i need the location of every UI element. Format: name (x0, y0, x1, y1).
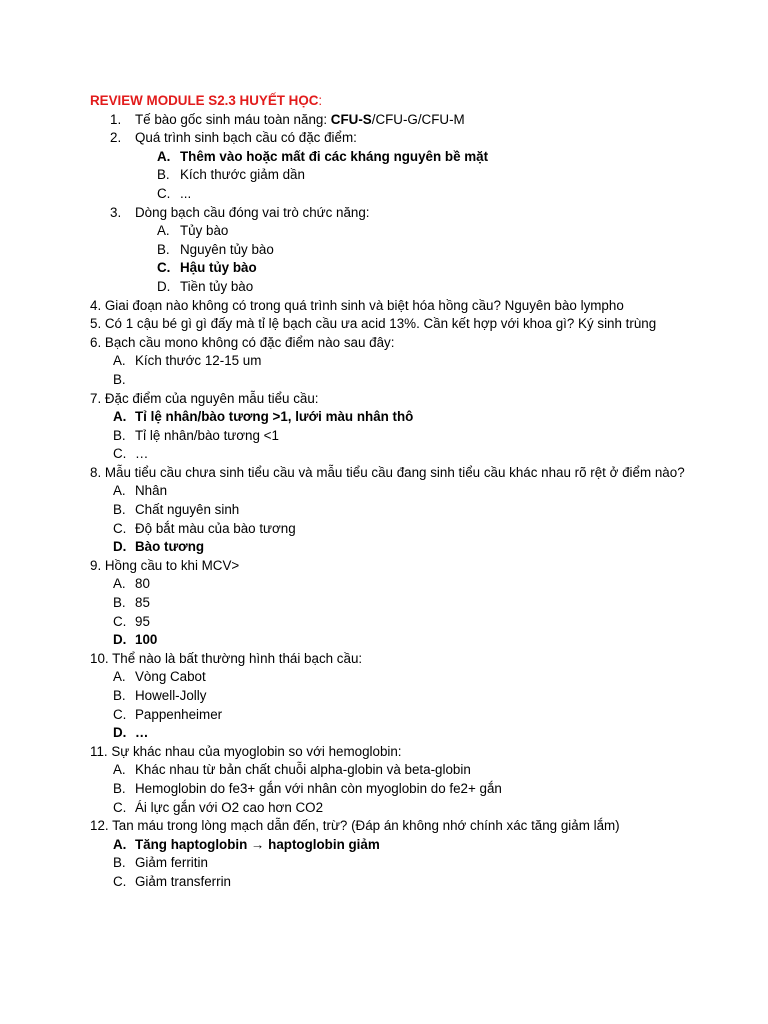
option-text: 85 (135, 595, 150, 611)
question-9: 9. Hồng cầu to khi MCV> (90, 557, 240, 573)
title-text: REVIEW MODULE S2.3 HUYẾT HỌC (90, 93, 319, 108)
option-text: Bào tương (135, 539, 205, 555)
option-marker: A. (113, 483, 126, 499)
option-marker: C. (113, 446, 127, 462)
option-text: Độ bắt màu của bào tương (135, 520, 296, 536)
question-text: Dòng bạch cầu đóng vai trò chức năng: (135, 204, 370, 220)
option-marker: B. (113, 688, 126, 703)
option-marker: D. (113, 632, 127, 648)
option-marker: A. (113, 409, 127, 425)
option-c (90, 185, 730, 204)
option-text: 95 (135, 613, 150, 629)
option-marker: B. (157, 241, 170, 257)
option-text: Thêm vào hoặc mất đi các kháng nguyên bề mặt (180, 148, 489, 164)
question-text-rest: /CFU-G/CFU-M (371, 111, 465, 127)
question-4: 4. Giai đoạn nào không có trong quá trình sinh và biệt hóa hồng cầu? Nguyên bào lympho (90, 297, 624, 313)
option-marker: C. (113, 873, 127, 889)
option-marker: D. (157, 278, 171, 294)
question-text: Quá trình sinh bạch cầu có đặc điểm: (135, 130, 357, 146)
option-text: Khác nhau từ bản chất chuỗi alpha-globin và beta-globin (135, 762, 471, 778)
question-text: Tế bào gốc sinh máu toàn năng: (135, 111, 331, 127)
option-marker: B. (157, 167, 170, 183)
question-7: 7. Đặc điểm của nguyên mẫu tiểu cầu: (90, 390, 319, 406)
option-b (90, 166, 730, 185)
option-marker: B. (113, 595, 126, 611)
option-a (90, 222, 730, 241)
option-text: Howell-Jolly (135, 688, 207, 703)
question-1 (90, 111, 730, 130)
option-a (90, 761, 730, 780)
option-c (90, 445, 730, 464)
option-a (90, 408, 730, 427)
option-marker: C. (157, 260, 171, 276)
option-marker: B. (113, 371, 126, 387)
option-c (90, 706, 730, 725)
option-marker: B. (113, 780, 126, 796)
option-b (90, 687, 730, 706)
option-marker: B. (113, 855, 126, 871)
option-a (90, 482, 730, 501)
option-text: Giảm transferrin (135, 873, 231, 889)
option-text: Tiền tủy bào (180, 278, 254, 294)
option-a (90, 575, 730, 594)
list-marker: 1. (110, 111, 122, 127)
option-marker: A. (113, 353, 126, 369)
document-title (90, 92, 730, 111)
option-a (90, 352, 730, 371)
option-marker: C. (113, 520, 127, 536)
option-c (90, 520, 730, 539)
option-b (90, 427, 730, 446)
option-text: … (135, 446, 149, 462)
option-c (90, 259, 730, 278)
option-marker: B. (113, 502, 126, 518)
option-marker: C. (157, 185, 171, 201)
question-11: 11. Sự khác nhau của myoglobin so với hemoglobin: (90, 743, 402, 759)
option-c (90, 613, 730, 632)
question-10: 10. Thể nào là bất thường hình thái bạch cầu: (90, 650, 363, 666)
option-b (90, 594, 730, 613)
option-c (90, 799, 730, 818)
option-text: Nhân (135, 483, 168, 499)
title-colon: : (318, 93, 323, 108)
option-a (90, 668, 730, 687)
question-2 (90, 129, 730, 148)
option-text: Tủy bào (180, 223, 229, 239)
question-12: 12. Tan máu trong lòng mạch dẫn đến, trừ? (Đáp án không nhớ chính xác tăng giảm lắm) (90, 818, 620, 834)
option-text: … (135, 725, 149, 741)
option-text: ... (180, 185, 192, 201)
option-text: Tăng haptoglobin → haptoglobin giảm (135, 836, 380, 852)
option-text: 100 (135, 632, 158, 648)
option-d (90, 538, 730, 557)
option-marker: B. (113, 427, 126, 443)
option-c (90, 873, 730, 892)
option-text: Giảm ferritin (135, 855, 208, 871)
option-b (90, 780, 730, 799)
option-marker: C. (113, 706, 127, 722)
option-marker: D. (113, 539, 127, 555)
question-6: 6. Bạch cầu mono không có đặc điểm nào sau đây: (90, 334, 395, 350)
option-d (90, 631, 730, 650)
option-marker: C. (113, 799, 127, 815)
option-text: Vòng Cabot (135, 669, 206, 685)
option-marker: D. (113, 725, 127, 741)
option-marker: C. (113, 613, 127, 629)
option-marker: A. (157, 223, 170, 239)
option-text: Hậu tủy bào (180, 260, 257, 276)
option-marker: A. (113, 669, 126, 685)
question-5: 5. Có 1 cậu bé gì gì đấy mà tỉ lệ bạch cầu ưa acid 13%. Cần kết hợp với khoa gì? Ký sinh trùng (90, 316, 657, 332)
option-b (90, 241, 730, 260)
option-marker: A. (113, 762, 126, 778)
question-8: 8. Mẫu tiểu cầu chưa sinh tiểu cầu và mẫu tiểu cầu đang sinh tiểu cầu khác nhau rõ rệt ở điểm nào? (90, 464, 685, 480)
option-d (90, 278, 730, 297)
option-text: Nguyên tủy bào (180, 241, 274, 257)
list-marker: 2. (110, 130, 122, 146)
option-text: Hemoglobin do fe3+ gắn với nhân còn myoglobin do fe2+ gắn (135, 780, 502, 796)
document-content (90, 92, 730, 892)
list-marker: 3. (110, 204, 122, 220)
option-b (90, 501, 730, 520)
option-text: Ái lực gắn với O2 cao hơn CO2 (135, 799, 324, 815)
option-text: Tỉ lệ nhân/bào tương >1, lưới màu nhân thô (135, 409, 414, 425)
option-text: Chất nguyên sinh (135, 502, 240, 518)
option-text: Kích thước giảm dần (180, 167, 305, 183)
option-text: Tỉ lệ nhân/bào tương <1 (135, 427, 279, 443)
option-marker: A. (113, 836, 127, 852)
question-answer-bold: CFU-S (330, 111, 372, 127)
option-a (90, 836, 730, 855)
option-marker: A. (157, 148, 171, 164)
option-b (90, 371, 730, 390)
option-b (90, 854, 730, 873)
option-marker: A. (113, 576, 126, 592)
question-3 (90, 204, 730, 223)
option-text: Pappenheimer (135, 706, 223, 722)
option-a (90, 148, 730, 167)
option-d (90, 724, 730, 743)
option-text: Kích thước 12-15 um (135, 353, 262, 369)
option-text: 80 (135, 576, 150, 592)
